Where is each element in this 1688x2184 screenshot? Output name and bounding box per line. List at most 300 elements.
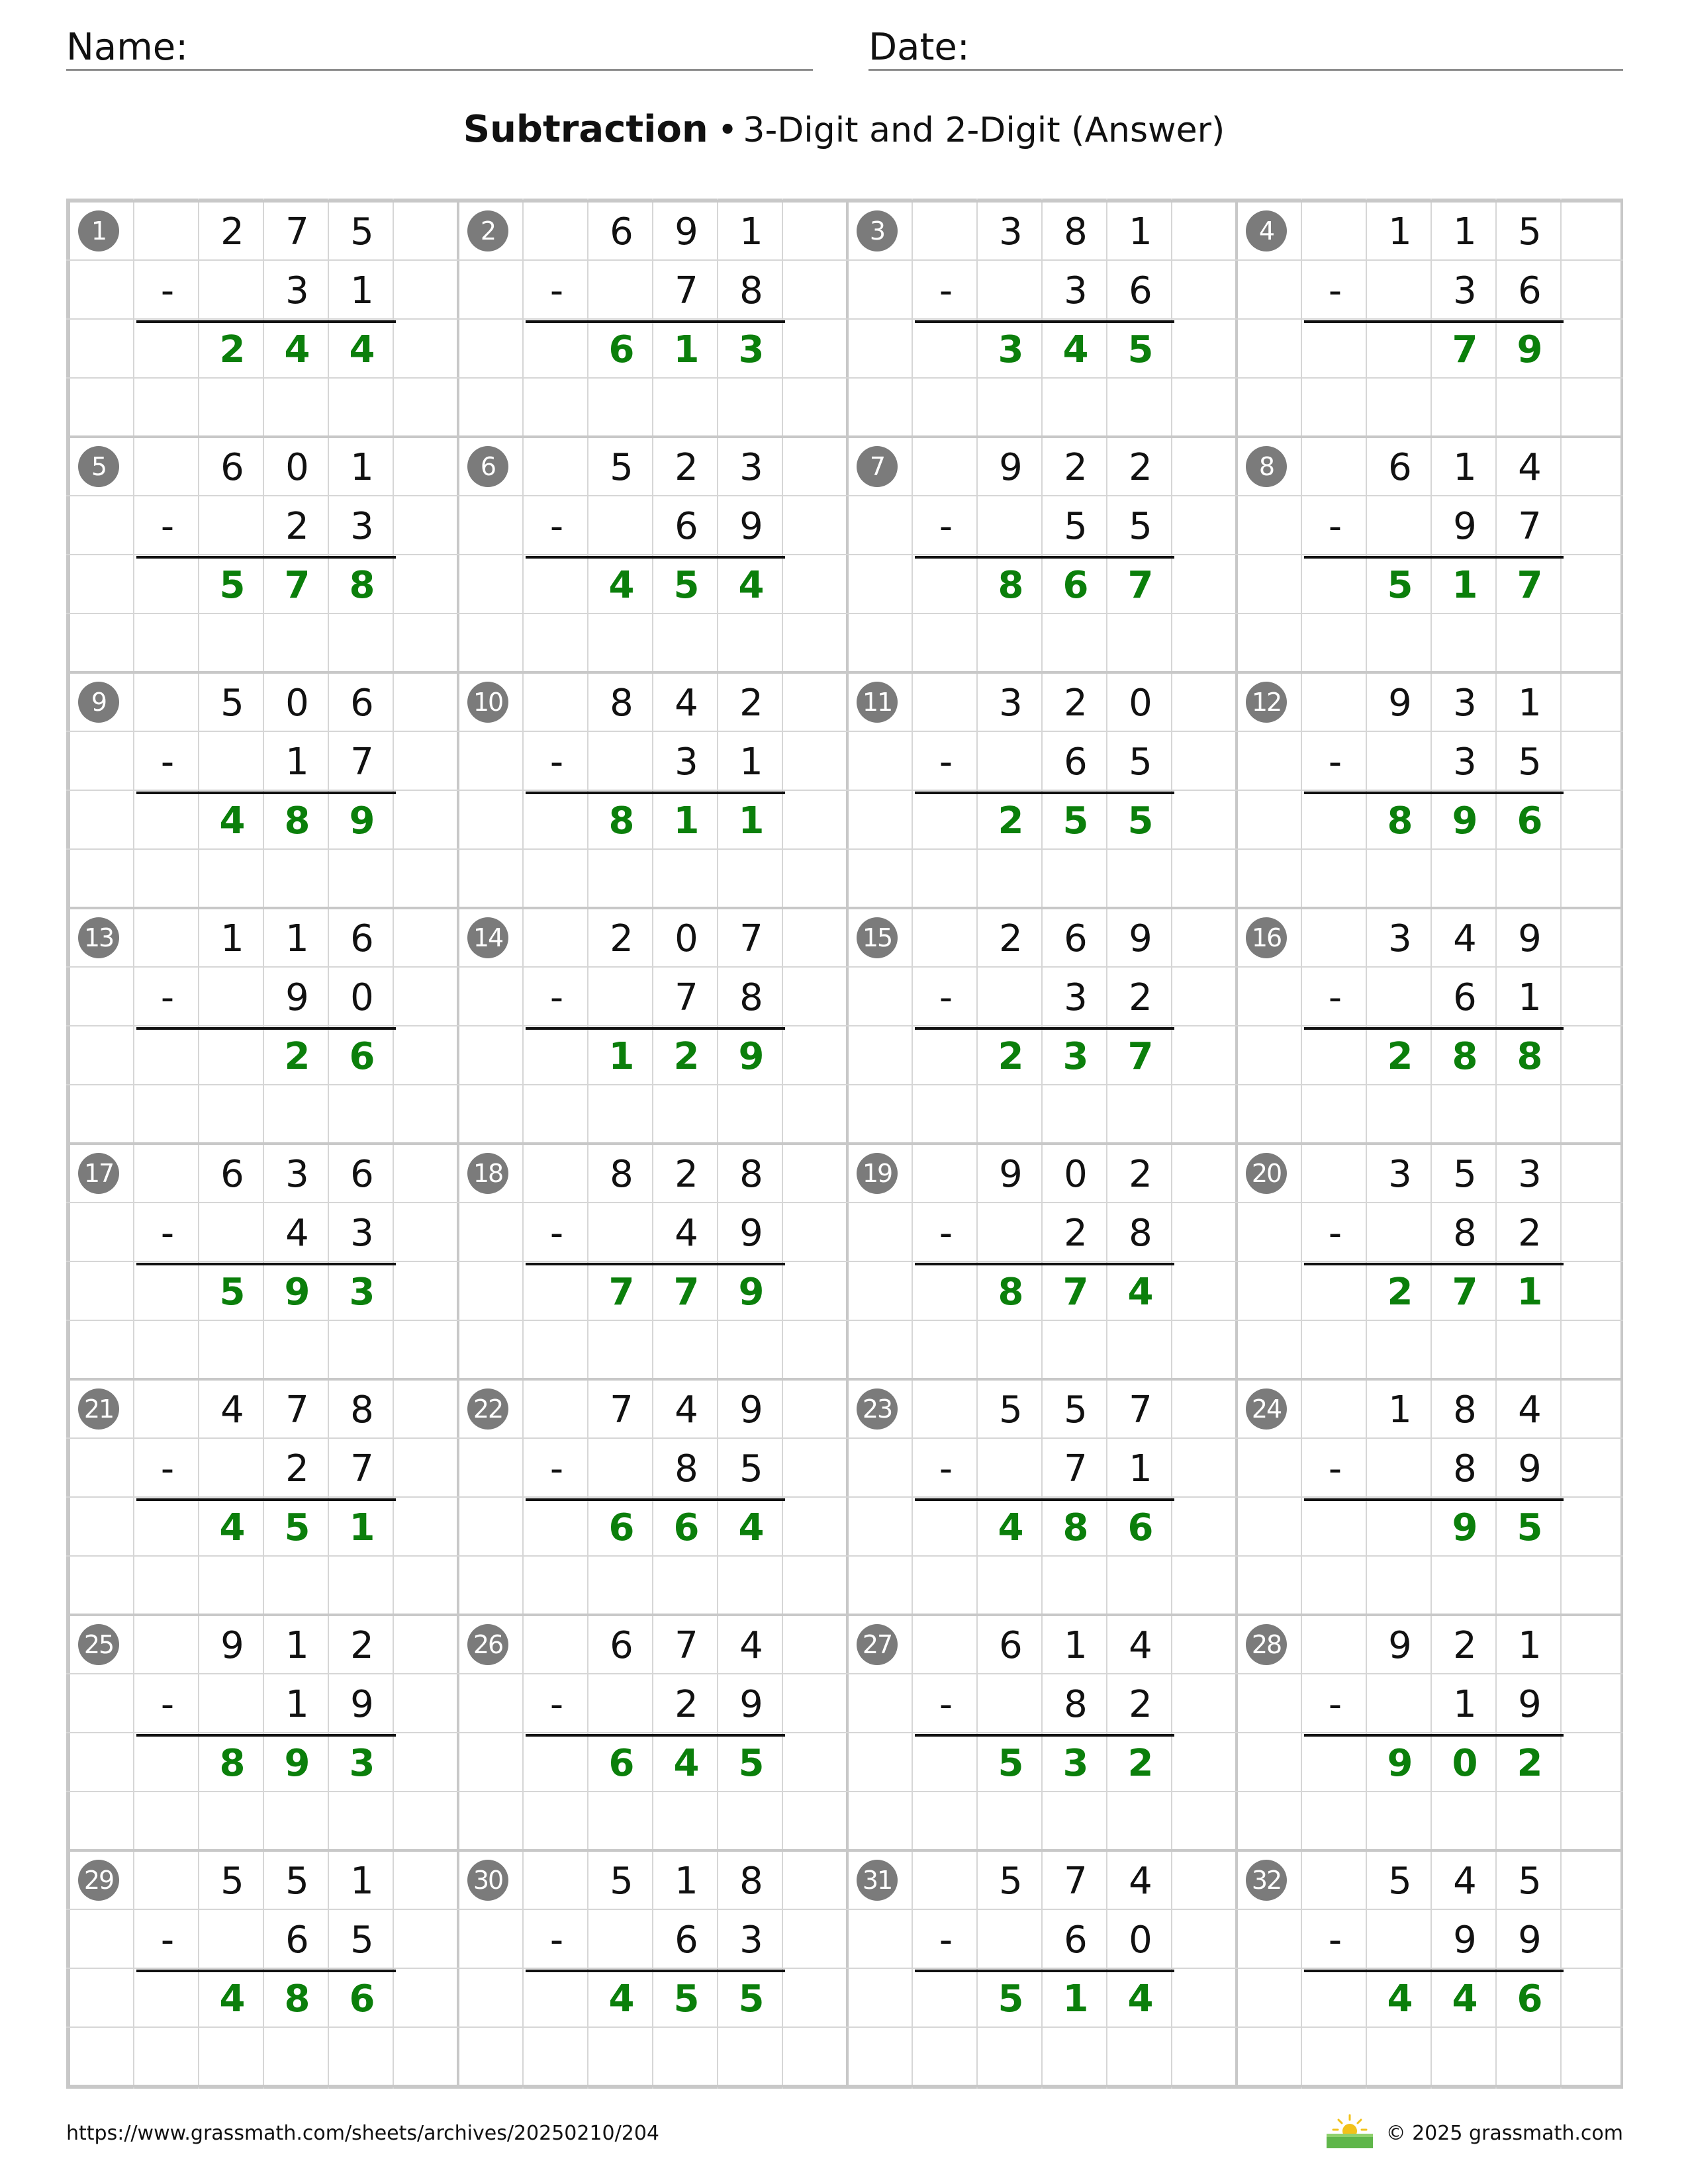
- answer-digit: 6: [608, 1506, 635, 1549]
- minuend-digit: 6: [350, 682, 374, 725]
- subtrahend-digit: 6: [285, 1919, 309, 1962]
- subtrahend-digit: 9: [285, 976, 309, 1019]
- minuend-digit: 5: [1453, 1153, 1477, 1196]
- answer-digit: 3: [738, 328, 765, 371]
- minuend-digit: 6: [610, 210, 633, 253]
- problem-number-badge: 5: [78, 446, 119, 487]
- problem-number-badge: 25: [78, 1624, 119, 1665]
- minuend-digit: 9: [675, 210, 698, 253]
- minuend-digit: 8: [350, 1388, 374, 1432]
- minus-sign: -: [549, 1447, 564, 1490]
- answer-digit: 1: [738, 799, 765, 842]
- minuend-digit: 5: [1064, 1388, 1088, 1432]
- answer-digit: 9: [1452, 1506, 1478, 1549]
- minuend-digit: 5: [610, 1860, 633, 1903]
- answer-digit: 5: [219, 564, 246, 607]
- minuend-digit: 6: [1388, 446, 1412, 489]
- minus-sign: -: [549, 269, 564, 312]
- minuend-digit: 2: [675, 1153, 698, 1196]
- problem-number-badge: 28: [1246, 1624, 1287, 1665]
- worksheet-title: [0, 105, 1688, 156]
- minuend-digit: 6: [999, 1624, 1023, 1667]
- subtrahend-digit: 8: [675, 1447, 698, 1490]
- subtrahend-digit: 3: [675, 741, 698, 784]
- subtrahend-digit: 9: [739, 1212, 763, 1255]
- footer-url[interactable]: https://www.grassmath.com/sheets/archives/20250210/204: [66, 2122, 660, 2145]
- answer-digit: 5: [1387, 564, 1413, 607]
- minuend-digit: 1: [1388, 210, 1412, 253]
- subtrahend-digit: 9: [739, 505, 763, 548]
- answer-digit: 1: [349, 1506, 375, 1549]
- answer-digit: 6: [1062, 564, 1089, 607]
- minuend-digit: 5: [285, 1860, 309, 1903]
- minuend-digit: 9: [220, 1624, 244, 1667]
- answer-digit: 4: [219, 1506, 246, 1549]
- minuend-digit: 2: [1129, 446, 1152, 489]
- subtrahend-digit: 9: [1453, 505, 1477, 548]
- answer-digit: 5: [1127, 328, 1154, 371]
- problem-number-badge: 20: [1246, 1153, 1287, 1194]
- answer-digit: 5: [1062, 799, 1089, 842]
- answer-digit: 8: [1062, 1506, 1089, 1549]
- answer-digit: 3: [1062, 1742, 1089, 1785]
- subtrahend-digit: 2: [1129, 1683, 1152, 1726]
- minuend-digit: 4: [1129, 1860, 1152, 1903]
- answer-digit: 4: [284, 328, 310, 371]
- minuend-digit: 6: [1064, 917, 1088, 960]
- subtrahend-digit: 3: [739, 1919, 763, 1962]
- problem-number-badge: 11: [857, 682, 898, 723]
- answer-digit: 9: [1387, 1742, 1413, 1785]
- answer-digit: 6: [608, 328, 635, 371]
- minus-sign: -: [939, 1683, 953, 1726]
- problem-number-badge: 1: [78, 210, 119, 251]
- problem-number-badge: 9: [78, 682, 119, 723]
- problem-number-badge: 31: [857, 1860, 898, 1901]
- minuend-digit: 1: [1453, 210, 1477, 253]
- minuend-digit: 3: [1453, 682, 1477, 725]
- answer-digit: 8: [284, 799, 310, 842]
- minuend-digit: 3: [285, 1153, 309, 1196]
- answer-digit: 2: [284, 1035, 310, 1078]
- minuend-digit: 4: [1453, 1860, 1477, 1903]
- problem-grid: [66, 199, 1623, 2089]
- subtrahend-digit: 3: [1064, 269, 1088, 312]
- minus-sign: -: [160, 976, 175, 1019]
- answer-digit: 6: [349, 1978, 375, 2021]
- problem-number-badge: 29: [78, 1860, 119, 1901]
- subtrahend-digit: 7: [350, 1447, 374, 1490]
- problem-number-badge: 24: [1246, 1388, 1287, 1430]
- problem-number-badge: 26: [467, 1624, 508, 1665]
- subtrahend-digit: 4: [285, 1212, 309, 1255]
- minus-sign: -: [1328, 1919, 1342, 1962]
- answer-digit: 8: [1387, 799, 1413, 842]
- answer-digit: 1: [673, 799, 700, 842]
- answer-digit: 2: [998, 799, 1024, 842]
- minuend-digit: 2: [739, 682, 763, 725]
- minuend-digit: 5: [1388, 1860, 1412, 1903]
- subtrahend-digit: 2: [675, 1683, 698, 1726]
- problem-number-badge: 10: [467, 682, 508, 723]
- subtrahend-digit: 6: [1064, 741, 1088, 784]
- subtrahend-digit: 8: [1453, 1212, 1477, 1255]
- minuend-digit: 4: [1129, 1624, 1152, 1667]
- subtrahend-digit: 6: [1453, 976, 1477, 1019]
- problem-number-badge: 3: [857, 210, 898, 251]
- minus-sign: -: [549, 1919, 564, 1962]
- subtrahend-digit: 2: [285, 1447, 309, 1490]
- minuend-digit: 0: [1129, 682, 1152, 725]
- minuend-digit: 7: [1129, 1388, 1152, 1432]
- answer-digit: 1: [1517, 1271, 1543, 1314]
- subtrahend-digit: 8: [739, 976, 763, 1019]
- answer-digit: 5: [219, 1271, 246, 1314]
- subtrahend-digit: 9: [350, 1683, 374, 1726]
- minuend-digit: 2: [610, 917, 633, 960]
- minus-sign: -: [1328, 741, 1342, 784]
- answer-digit: 4: [608, 564, 635, 607]
- answer-digit: 2: [673, 1035, 700, 1078]
- minuend-digit: 9: [1388, 1624, 1412, 1667]
- answer-digit: 9: [284, 1271, 310, 1314]
- answer-digit: 5: [738, 1978, 765, 2021]
- minuend-digit: 9: [739, 1388, 763, 1432]
- minuend-digit: 7: [610, 1388, 633, 1432]
- subtrahend-digit: 9: [1453, 1919, 1477, 1962]
- minuend-digit: 3: [999, 682, 1023, 725]
- title-main: Subtraction: [463, 108, 708, 151]
- minuend-digit: 1: [1064, 1624, 1088, 1667]
- answer-digit: 9: [1452, 799, 1478, 842]
- subtrahend-digit: 9: [1518, 1683, 1542, 1726]
- answer-digit: 4: [608, 1978, 635, 2021]
- minuend-digit: 4: [675, 1388, 698, 1432]
- minuend-digit: 1: [739, 210, 763, 253]
- subtrahend-digit: 3: [350, 1212, 374, 1255]
- answer-digit: 5: [738, 1742, 765, 1785]
- subtrahend-digit: 7: [1518, 505, 1542, 548]
- minuend-digit: 2: [1453, 1624, 1477, 1667]
- subtrahend-digit: 1: [350, 269, 374, 312]
- minuend-digit: 2: [675, 446, 698, 489]
- problem-number-badge: 16: [1246, 917, 1287, 958]
- minuend-digit: 1: [285, 917, 309, 960]
- subtrahend-digit: 0: [350, 976, 374, 1019]
- subtrahend-digit: 3: [350, 505, 374, 548]
- minuend-digit: 1: [350, 1860, 374, 1903]
- minuend-digit: 1: [1518, 1624, 1542, 1667]
- minuend-digit: 9: [999, 446, 1023, 489]
- minuend-digit: 4: [1453, 917, 1477, 960]
- minuend-digit: 3: [999, 210, 1023, 253]
- answer-digit: 5: [998, 1742, 1024, 1785]
- minuend-digit: 1: [285, 1624, 309, 1667]
- minuend-digit: 5: [999, 1860, 1023, 1903]
- problem-number-badge: 23: [857, 1388, 898, 1430]
- answer-digit: 2: [219, 328, 246, 371]
- minuend-digit: 8: [610, 682, 633, 725]
- subtrahend-digit: 6: [1518, 269, 1542, 312]
- answer-digit: 5: [1127, 799, 1154, 842]
- minuend-digit: 0: [285, 446, 309, 489]
- subtrahend-digit: 2: [1518, 1212, 1542, 1255]
- subtrahend-digit: 8: [1129, 1212, 1152, 1255]
- minuend-digit: 6: [610, 1624, 633, 1667]
- subtrahend-digit: 1: [1453, 1683, 1477, 1726]
- subtrahend-digit: 5: [1129, 741, 1152, 784]
- minus-sign: -: [939, 1919, 953, 1962]
- subtrahend-digit: 5: [1129, 505, 1152, 548]
- answer-digit: 2: [998, 1035, 1024, 1078]
- minus-sign: -: [160, 269, 175, 312]
- minus-sign: -: [1328, 269, 1342, 312]
- answer-digit: 7: [1127, 564, 1154, 607]
- subtrahend-digit: 5: [1064, 505, 1088, 548]
- problem-number-badge: 32: [1246, 1860, 1287, 1901]
- minuend-digit: 5: [220, 1860, 244, 1903]
- minuend-digit: 9: [1129, 917, 1152, 960]
- answer-digit: 6: [1517, 1978, 1543, 2021]
- minus-sign: -: [1328, 1683, 1342, 1726]
- answer-digit: 8: [998, 1271, 1024, 1314]
- answer-digit: 4: [1062, 328, 1089, 371]
- answer-digit: 3: [349, 1742, 375, 1785]
- answer-digit: 8: [608, 799, 635, 842]
- minuend-digit: 5: [220, 682, 244, 725]
- subtrahend-digit: 2: [285, 505, 309, 548]
- answer-digit: 4: [673, 1742, 700, 1785]
- subtrahend-digit: 2: [1064, 1212, 1088, 1255]
- answer-digit: 8: [284, 1978, 310, 2021]
- minuend-digit: 7: [1064, 1860, 1088, 1903]
- problem-number-badge: 19: [857, 1153, 898, 1194]
- subtrahend-digit: 1: [1129, 1447, 1152, 1490]
- answer-digit: 1: [608, 1035, 635, 1078]
- minus-sign: -: [939, 1212, 953, 1255]
- minuend-digit: 2: [220, 210, 244, 253]
- minuend-digit: 1: [1518, 682, 1542, 725]
- answer-digit: 9: [1517, 328, 1543, 371]
- answer-digit: 8: [349, 564, 375, 607]
- answer-digit: 1: [673, 328, 700, 371]
- subtrahend-digit: 1: [285, 741, 309, 784]
- minuend-digit: 1: [1453, 446, 1477, 489]
- minus-sign: -: [160, 741, 175, 784]
- answer-digit: 8: [998, 564, 1024, 607]
- subtrahend-digit: 1: [1518, 976, 1542, 1019]
- minuend-digit: 1: [1388, 1388, 1412, 1432]
- subtrahend-digit: 7: [1064, 1447, 1088, 1490]
- subtrahend-digit: 5: [739, 1447, 763, 1490]
- answer-digit: 4: [349, 328, 375, 371]
- answer-digit: 4: [998, 1506, 1024, 1549]
- minus-sign: -: [549, 505, 564, 548]
- subtrahend-digit: 8: [739, 269, 763, 312]
- subtrahend-digit: 8: [1064, 1683, 1088, 1726]
- answer-digit: 4: [1127, 1271, 1154, 1314]
- minuend-digit: 1: [220, 917, 244, 960]
- minus-sign: -: [939, 269, 953, 312]
- answer-digit: 5: [1517, 1506, 1543, 1549]
- minuend-digit: 9: [1388, 682, 1412, 725]
- minuend-digit: 8: [610, 1153, 633, 1196]
- answer-digit: 4: [1127, 1978, 1154, 2021]
- subtrahend-digit: 3: [1453, 741, 1477, 784]
- answer-digit: 3: [1062, 1035, 1089, 1078]
- subtrahend-digit: 7: [675, 976, 698, 1019]
- date-field-line[interactable]: [868, 69, 1623, 71]
- minuend-digit: 1: [675, 1860, 698, 1903]
- problem-number-badge: 15: [857, 917, 898, 958]
- subtrahend-digit: 9: [739, 1683, 763, 1726]
- answer-digit: 7: [1517, 564, 1543, 607]
- name-field-line[interactable]: [66, 69, 813, 71]
- minuend-digit: 8: [1064, 210, 1088, 253]
- subtrahend-digit: 0: [1129, 1919, 1152, 1962]
- problem-number-badge: 6: [467, 446, 508, 487]
- answer-digit: 9: [738, 1035, 765, 1078]
- minuend-digit: 0: [285, 682, 309, 725]
- subtrahend-digit: 2: [1129, 976, 1152, 1019]
- answer-digit: 7: [1127, 1035, 1154, 1078]
- minuend-digit: 6: [350, 917, 374, 960]
- footer-copyright: © 2025 grassmath.com: [1385, 2122, 1623, 2145]
- minuend-digit: 3: [1388, 1153, 1412, 1196]
- subtrahend-digit: 9: [1518, 1919, 1542, 1962]
- minus-sign: -: [549, 1212, 564, 1255]
- answer-digit: 5: [673, 564, 700, 607]
- answer-digit: 9: [738, 1271, 765, 1314]
- subtrahend-digit: 7: [675, 269, 698, 312]
- problem-number-badge: 8: [1246, 446, 1287, 487]
- minus-sign: -: [549, 976, 564, 1019]
- answer-digit: 2: [1127, 1742, 1154, 1785]
- minuend-digit: 0: [675, 917, 698, 960]
- minuend-digit: 7: [739, 917, 763, 960]
- answer-digit: 7: [1452, 1271, 1478, 1314]
- minus-sign: -: [160, 1447, 175, 1490]
- minuend-digit: 2: [350, 1624, 374, 1667]
- problem-number-badge: 4: [1246, 210, 1287, 251]
- minuend-digit: 6: [220, 1153, 244, 1196]
- answer-digit: 5: [284, 1506, 310, 1549]
- problem-number-badge: 30: [467, 1860, 508, 1901]
- answer-digit: 6: [673, 1506, 700, 1549]
- minuend-digit: 6: [350, 1153, 374, 1196]
- answer-digit: 8: [219, 1742, 246, 1785]
- answer-digit: 4: [219, 1978, 246, 2021]
- answer-digit: 1: [1062, 1978, 1089, 2021]
- problem-number-badge: 13: [78, 917, 119, 958]
- minuend-digit: 6: [220, 446, 244, 489]
- minuend-digit: 5: [1518, 210, 1542, 253]
- grass-sun-logo-icon: [1324, 2111, 1376, 2151]
- minus-sign: -: [1328, 1212, 1342, 1255]
- answer-digit: 9: [349, 799, 375, 842]
- answer-digit: 6: [349, 1035, 375, 1078]
- answer-digit: 2: [1387, 1035, 1413, 1078]
- minus-sign: -: [1328, 1447, 1342, 1490]
- answer-digit: 4: [1387, 1978, 1413, 2021]
- minuend-digit: 4: [739, 1624, 763, 1667]
- subtrahend-digit: 5: [1518, 741, 1542, 784]
- minus-sign: -: [549, 1683, 564, 1726]
- answer-digit: 7: [1062, 1271, 1089, 1314]
- answer-digit: 9: [284, 1742, 310, 1785]
- problem-number-badge: 12: [1246, 682, 1287, 723]
- problem-number-badge: 2: [467, 210, 508, 251]
- minuend-digit: 8: [1453, 1388, 1477, 1432]
- subtrahend-digit: 6: [675, 505, 698, 548]
- subtrahend-digit: 6: [675, 1919, 698, 1962]
- answer-digit: 5: [673, 1978, 700, 2021]
- date-label: Date:: [868, 26, 970, 69]
- answer-digit: 7: [1452, 328, 1478, 371]
- minuend-digit: 2: [1129, 1153, 1152, 1196]
- problem-number-badge: 21: [78, 1388, 119, 1430]
- minuend-digit: 3: [1518, 1153, 1542, 1196]
- answer-digit: 5: [998, 1978, 1024, 2021]
- minus-sign: -: [1328, 505, 1342, 548]
- minuend-digit: 2: [999, 917, 1023, 960]
- answer-digit: 3: [998, 328, 1024, 371]
- problem-number-badge: 17: [78, 1153, 119, 1194]
- answer-digit: 1: [1452, 564, 1478, 607]
- minuend-digit: 4: [220, 1388, 244, 1432]
- minuend-digit: 4: [1518, 1388, 1542, 1432]
- answer-digit: 4: [738, 564, 765, 607]
- minus-sign: -: [939, 976, 953, 1019]
- answer-digit: 4: [738, 1506, 765, 1549]
- minuend-digit: 4: [675, 682, 698, 725]
- minuend-digit: 0: [1064, 1153, 1088, 1196]
- minuend-digit: 8: [739, 1153, 763, 1196]
- minus-sign: -: [160, 1683, 175, 1726]
- subtrahend-digit: 1: [739, 741, 763, 784]
- minuend-digit: 9: [999, 1153, 1023, 1196]
- minus-sign: -: [939, 505, 953, 548]
- answer-digit: 6: [608, 1742, 635, 1785]
- minuend-digit: 1: [350, 446, 374, 489]
- answer-digit: 7: [673, 1271, 700, 1314]
- minus-sign: -: [939, 741, 953, 784]
- minuend-digit: 2: [1064, 682, 1088, 725]
- minus-sign: -: [549, 741, 564, 784]
- answer-digit: 2: [1387, 1271, 1413, 1314]
- minuend-digit: 2: [1064, 446, 1088, 489]
- subtrahend-digit: 4: [675, 1212, 698, 1255]
- problem-number-badge: 14: [467, 917, 508, 958]
- minus-sign: -: [1328, 976, 1342, 1019]
- minuend-digit: 5: [1518, 1860, 1542, 1903]
- minus-sign: -: [160, 505, 175, 548]
- minuend-digit: 4: [1518, 446, 1542, 489]
- minus-sign: -: [939, 1447, 953, 1490]
- minuend-digit: 8: [739, 1860, 763, 1903]
- subtrahend-digit: 3: [1453, 269, 1477, 312]
- minuend-digit: 7: [285, 1388, 309, 1432]
- minus-sign: -: [160, 1212, 175, 1255]
- problem-number-badge: 18: [467, 1153, 508, 1194]
- answer-digit: 3: [349, 1271, 375, 1314]
- minuend-digit: 9: [1518, 917, 1542, 960]
- answer-digit: 6: [1517, 799, 1543, 842]
- problem-number-badge: 7: [857, 446, 898, 487]
- problem-number-badge: 27: [857, 1624, 898, 1665]
- answer-digit: 8: [1452, 1035, 1478, 1078]
- minuend-digit: 3: [739, 446, 763, 489]
